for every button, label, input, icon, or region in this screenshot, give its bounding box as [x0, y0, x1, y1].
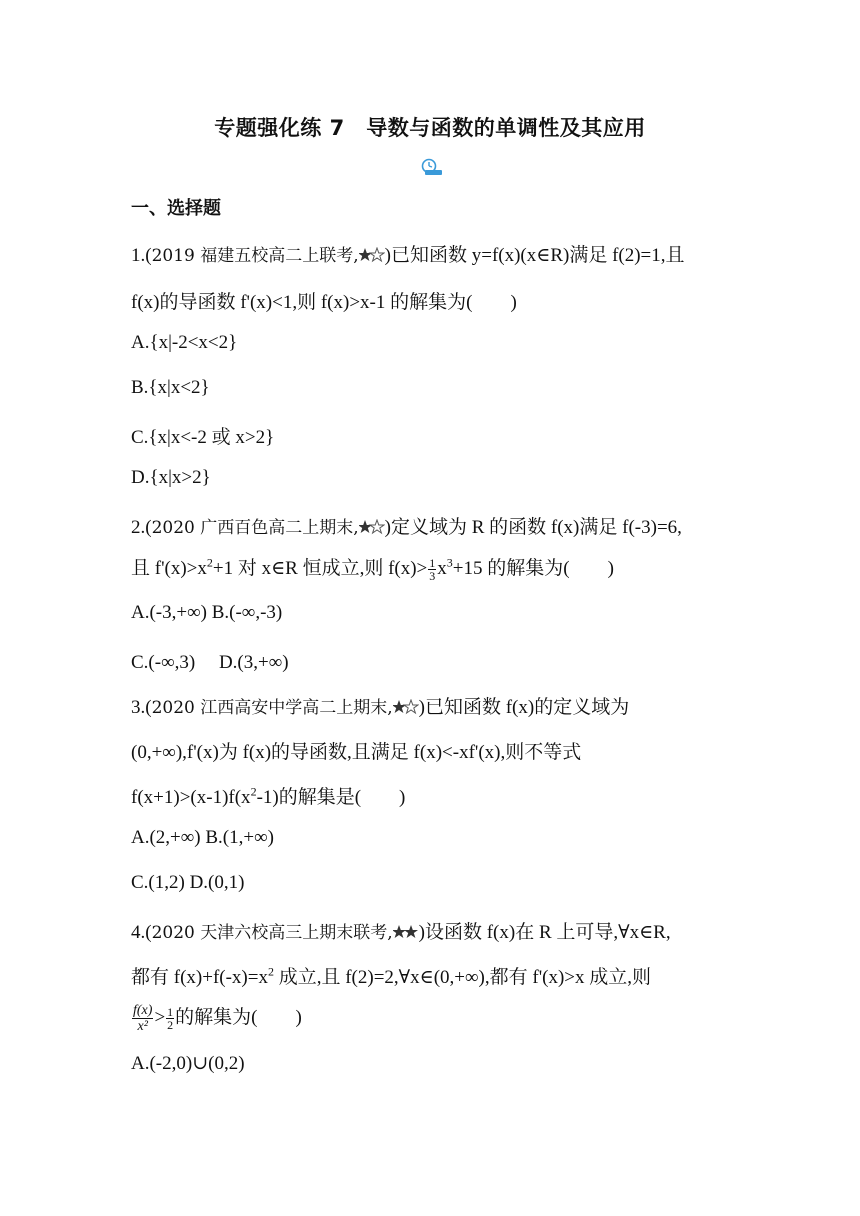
difficulty-stars-icon	[359, 247, 385, 263]
fraction: $\frac{1}{3}$	[429, 556, 436, 584]
difficulty-stars-icon	[393, 699, 419, 715]
question-3-options-2: C.(1,2) D.(0,1)	[131, 872, 245, 893]
question-1-option-b: B.{x|x<2}	[131, 377, 210, 398]
question-2-options-2: C.(-∞,3) D.(3,+∞)	[131, 652, 289, 673]
question-3-line-3: $f(x+1)>(x-1)f(x^2-1)$的解集是( )	[131, 784, 406, 808]
question-2-line-1: 2.(2020 广西百色高二上期末, )定义域为 R 的函数 f(x)满足 f(-3)=6,	[131, 517, 682, 538]
difficulty-stars-icon	[393, 924, 419, 940]
question-3-options-1: A.(2,+∞) B.(1,+∞)	[131, 827, 274, 848]
page-title: 专题强化练 7 导数与函数的单调性及其应用	[214, 116, 646, 140]
question-4-line-2: 都有 $f(x)+f(-x)=x^2$ 成立,且 f(2)=2,∀x∈(0,+∞),都有 f'(x)>x 成立,则	[131, 964, 651, 988]
question-3-line-1: 3.(2020 江西高安中学高二上期末, )已知函数 f(x)的定义域为	[131, 697, 630, 718]
fraction: $\frac{1}{2}$	[167, 1005, 174, 1033]
fraction: $\frac{f(x)}{\text{x²}}$	[133, 1003, 153, 1035]
question-2-options-1: A.(-3,+∞) B.(-∞,-3)	[131, 602, 283, 623]
timer-icon	[419, 158, 443, 176]
question-2-line-2: 且 $f'(x)>x^2+1$ 对 x∈R 恒成立,则 f(x)> $\frac{1}{3}$ $x^3+15$ 的解集为( )	[131, 555, 614, 584]
question-4-option-a: A.(-2,0)∪(0,2)	[131, 1053, 245, 1074]
question-1-option-c: C.{x|x<-2 或 x>2}	[131, 427, 275, 448]
question-4-line-1: 4.(2020 天津六校高三上期末联考, )设函数 f(x)在 R 上可导,∀x∈R,	[131, 922, 671, 943]
question-1-option-d: D.{x|x>2}	[131, 467, 211, 488]
question-1-line-2: f(x)的导函数 f'(x)<1,则 f(x)>x-1 的解集为( )	[131, 292, 517, 313]
question-1-option-a: A.{x|-2<x<2}	[131, 332, 238, 353]
section-heading: 一、选择题	[131, 198, 221, 219]
difficulty-stars-icon	[359, 519, 385, 535]
question-1-line-1: 1.(2019 福建五校高二上联考, )已知函数 y=f(x)(x∈R)满足 f(2)=1,且	[131, 245, 685, 266]
question-4-line-3: $\frac{f(x)}{\text{x²}}$ > $\frac{1}{2}$ 的解集为( )	[133, 1003, 302, 1035]
question-3-line-2: (0,+∞),f'(x)为 f(x)的导函数,且满足 f(x)<-xf'(x),则不等式	[131, 742, 582, 763]
